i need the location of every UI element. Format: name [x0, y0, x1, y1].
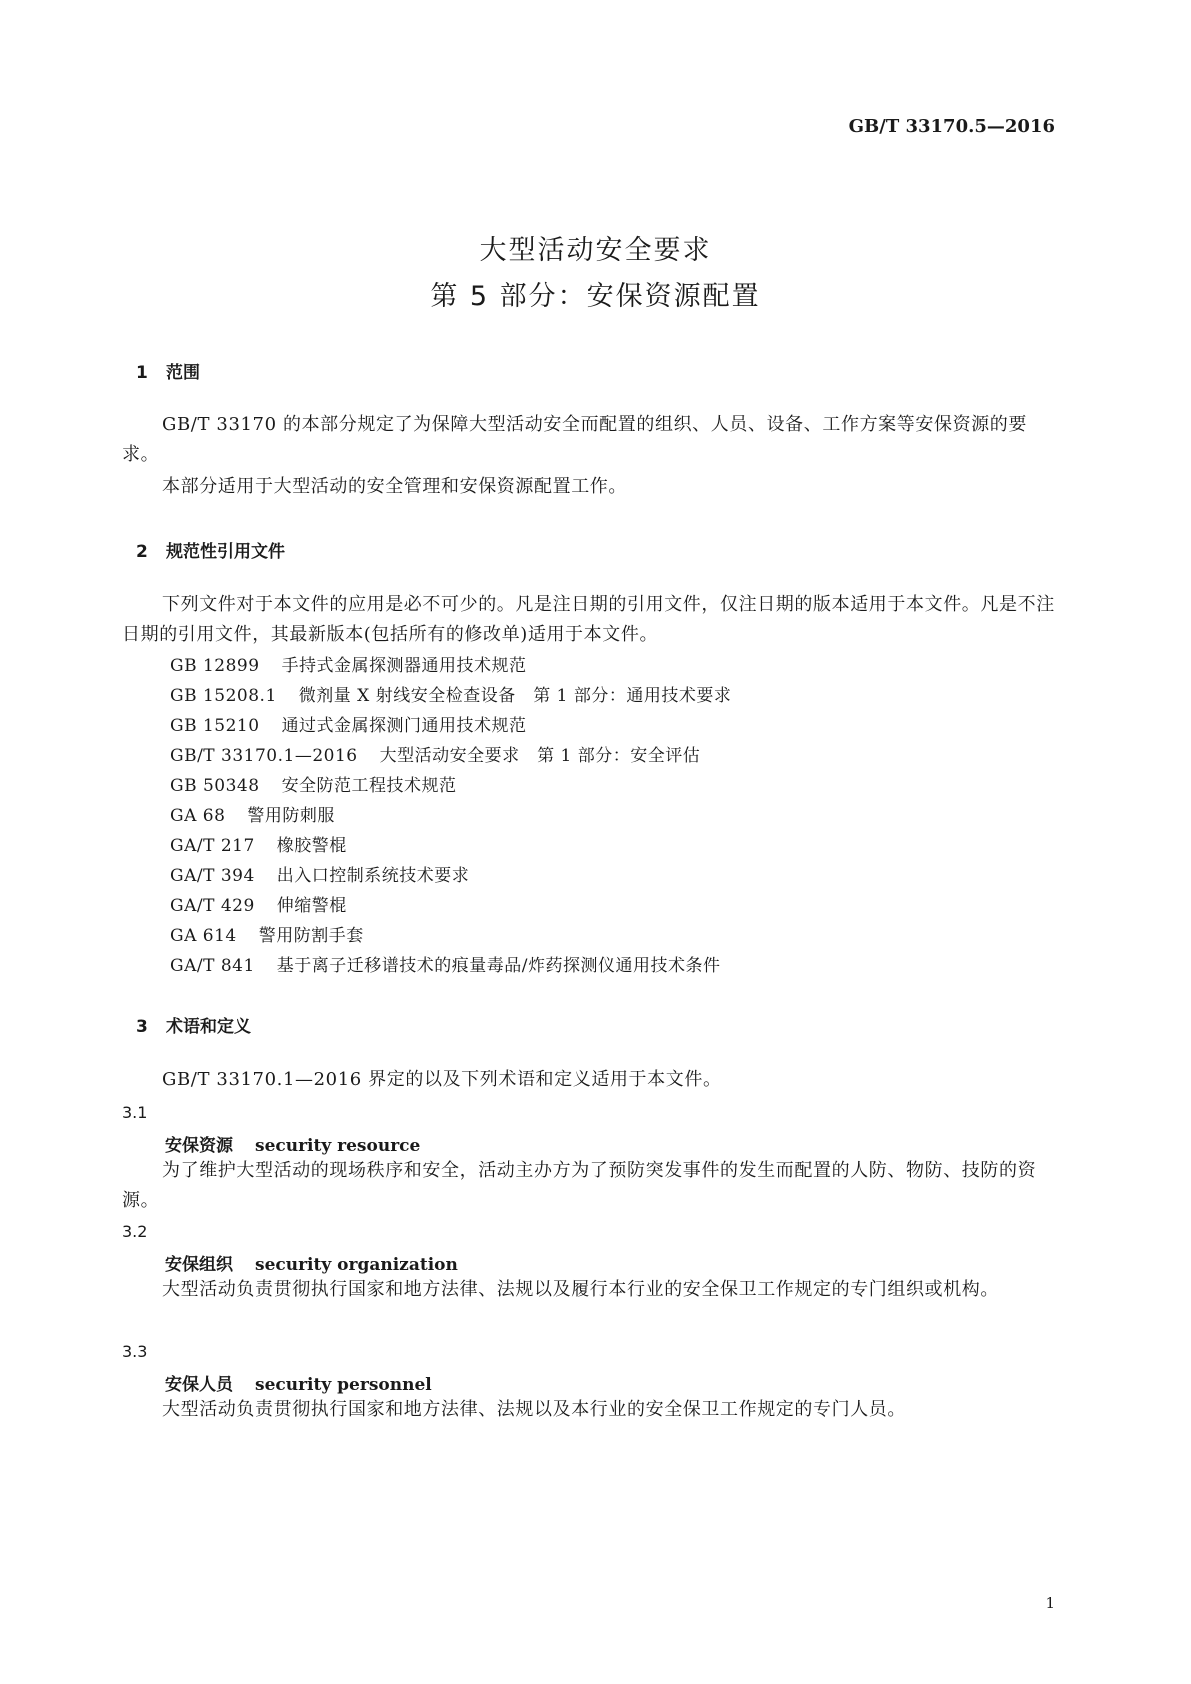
document-title: 大型活动安全要求: [479, 235, 712, 266]
reference-title: 大型活动安全要求 第 1 部分：安全评估: [379, 746, 701, 766]
section-title: 规范性引用文件: [166, 542, 285, 562]
term-zh: 安保组织: [165, 1255, 233, 1275]
reference-item: [170, 711, 527, 741]
reference-code: GB 12899: [170, 656, 260, 676]
term-en: security organization: [255, 1255, 458, 1275]
section-number: 3: [136, 1017, 148, 1037]
reference-title: 出入口控制系统技术要求: [276, 866, 470, 886]
reference-title: 橡胶警棍: [276, 836, 347, 856]
reference-item: [170, 951, 721, 981]
term-definition: 大型活动负责贯彻执行国家和地方法律、法规以及本行业的安全保卫工作规定的专门人员。: [162, 1399, 906, 1420]
reference-title: 微剂量 X 射线安全检查设备 第 1 部分：通用技术要求: [298, 686, 732, 706]
reference-code: GA 68: [170, 806, 226, 826]
reference-item: [170, 771, 457, 801]
reference-code: GA/T 429: [170, 896, 255, 916]
reference-item: [170, 891, 347, 921]
normative-intro-paragraph: 下列文件对于本文件的应用是必不可少的。凡是注日期的引用文件，仅注日期的版本适用于本文件。凡是不注日期的引用文件，其最新版本(包括所有的修改单)适用于本文件。: [122, 594, 1055, 645]
term-number: 3.1: [122, 1103, 148, 1122]
reference-code: GB/T 33170.1—2016: [170, 746, 358, 766]
reference-code: GA/T 217: [170, 836, 255, 856]
term-definition: 大型活动负责贯彻执行国家和地方法律、法规以及履行本行业的安全保卫工作规定的专门组织或机构。: [162, 1279, 999, 1300]
term-zh: 安保人员: [165, 1375, 233, 1395]
scope-paragraph-2: 本部分适用于大型活动的安全管理和安保资源配置工作。: [162, 476, 627, 497]
term-en: security personnel: [255, 1375, 432, 1395]
reference-item: [170, 681, 731, 711]
reference-title: 手持式金属探测器通用技术规范: [281, 656, 527, 676]
term-number: 3.2: [122, 1222, 148, 1241]
section-number: 2: [136, 542, 148, 562]
term-number: 3.3: [122, 1342, 148, 1361]
scope-paragraph-1: GB/T 33170 的本部分规定了为保障大型活动安全而配置的组织、人员、设备、工作方案等安保资源的要求。: [122, 414, 1027, 465]
reference-title: 伸缩警棍: [276, 896, 347, 916]
reference-title: 通过式金属探测门通用技术规范: [281, 716, 527, 736]
reference-code: GB 50348: [170, 776, 260, 796]
reference-code: GB 15210: [170, 716, 260, 736]
reference-item: [170, 651, 527, 681]
term-heading: [165, 1131, 420, 1156]
reference-item: [170, 801, 335, 831]
reference-item: [170, 741, 700, 771]
term-zh: 安保资源: [165, 1136, 233, 1156]
document-subtitle: 第 5 部分：安保资源配置: [430, 281, 761, 312]
terms-intro-paragraph: GB/T 33170.1—2016 界定的以及下列术语和定义适用于本文件。: [162, 1069, 722, 1090]
reference-item: [170, 861, 469, 891]
reference-code: GB 15208.1: [170, 686, 277, 706]
term-heading: [165, 1250, 458, 1275]
reference-title: 警用防割手套: [258, 926, 364, 946]
reference-code: GA/T 394: [170, 866, 255, 886]
reference-item: [170, 831, 347, 861]
reference-code: GA/T 841: [170, 956, 255, 976]
standard-number: GB/T 33170.5—2016: [848, 116, 1055, 137]
section-number: 1: [136, 363, 148, 383]
reference-code: GA 614: [170, 926, 237, 946]
term-en: security resource: [255, 1136, 421, 1156]
reference-title: 基于离子迁移谱技术的痕量毒品/炸药探测仪通用技术条件: [276, 956, 721, 976]
section-heading-scope: [136, 358, 200, 383]
page-number: 1: [1045, 1594, 1055, 1612]
reference-item: [170, 921, 364, 951]
section-heading-normative-references: [136, 537, 285, 562]
section-title: 范围: [166, 363, 200, 383]
reference-title: 安全防范工程技术规范: [281, 776, 457, 796]
term-heading: [165, 1370, 432, 1395]
reference-title: 警用防刺服: [247, 806, 335, 826]
section-heading-terms: [136, 1012, 251, 1037]
section-title: 术语和定义: [166, 1017, 251, 1037]
term-definition: 为了维护大型活动的现场秩序和安全，活动主办方为了预防突发事件的发生而配置的人防、物防、技防的资源。: [122, 1160, 1037, 1211]
